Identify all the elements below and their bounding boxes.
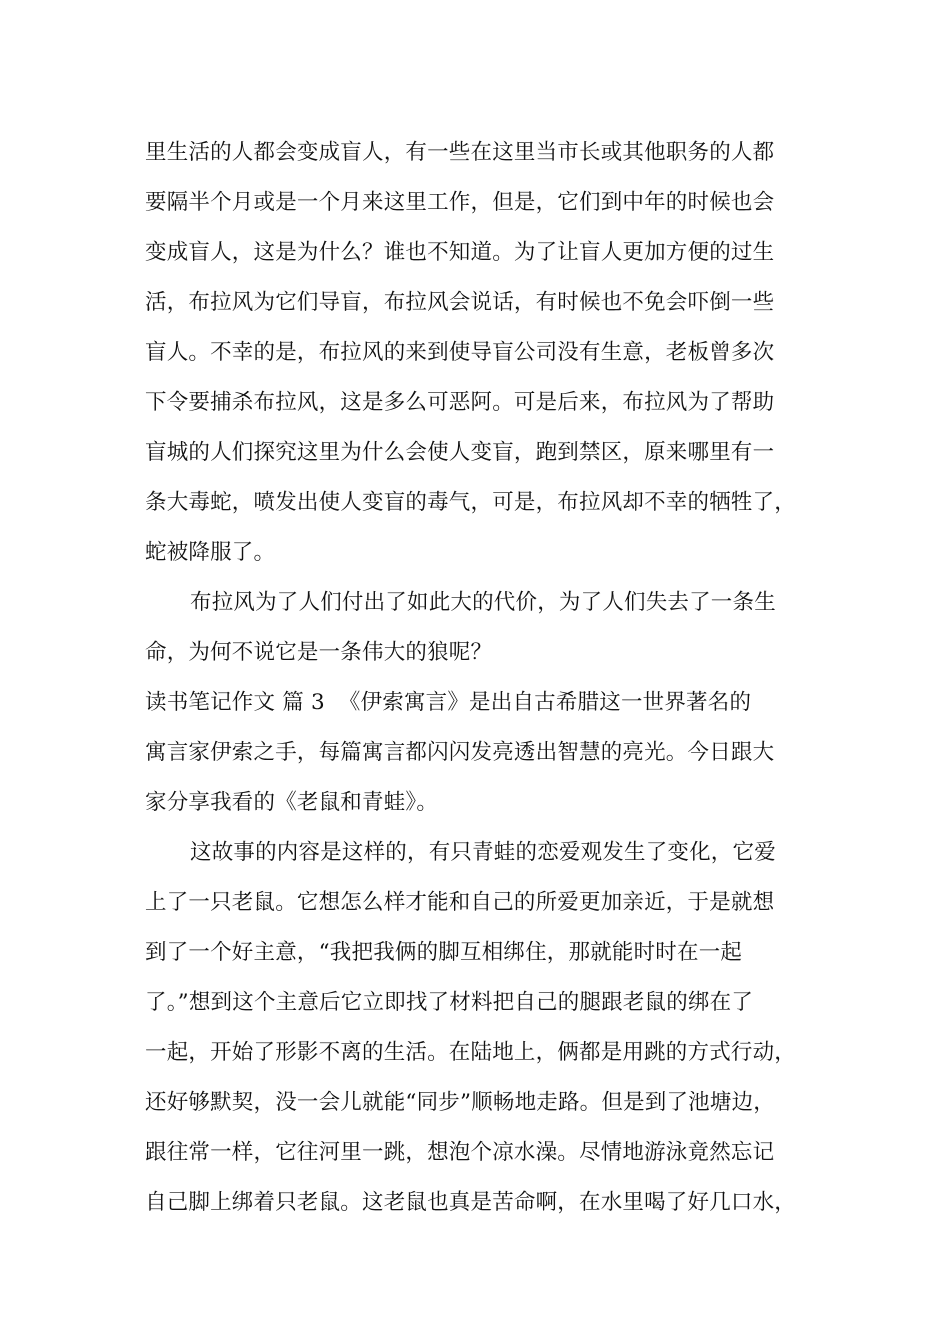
text-line: 命，为何不说它是一条伟大的狼呢？ <box>145 640 493 665</box>
text-line: 盲人。不幸的是，布拉风的来到使导盲公司没有生意，老板曾多次 <box>145 340 775 365</box>
paragraph-conclusion <box>145 578 825 678</box>
text-line: 要隔半个月或是一个月来这里工作，但是，它们到中年的时候也会 <box>145 190 775 215</box>
text-line: 自己脚上绑着只老鼠。这老鼠也真是苦命啊，在水里喝了好几口水， <box>145 1190 797 1215</box>
text-line: 跟往常一样，它往河里一跳，想泡个凉水澡。尽情地游泳竟然忘记 <box>145 1140 775 1165</box>
text-line: 活，布拉风为它们导盲，布拉风会说话，有时候也不免会吓倒一些 <box>145 290 775 315</box>
document-page <box>145 128 825 1228</box>
text-line: 条大毒蛇，喷发出使人变盲的毒气，可是，布拉风却不幸的牺牲了， <box>145 490 797 515</box>
section-heading: 读书笔记作文 篇 3 <box>145 690 325 715</box>
text-line: 蛇被降服了。 <box>145 540 276 565</box>
section-essay-3 <box>145 678 825 828</box>
text-line: 了。”想到这个主意后它立即找了材料把自己的腿跟老鼠的绑在了 <box>145 990 754 1015</box>
text-line: 下令要捕杀布拉风，这是多么可恶阿。可是后来，布拉风为了帮助 <box>145 390 775 415</box>
paragraph-story-continued <box>145 128 825 578</box>
text-line: 一起，开始了形影不离的生活。在陆地上，俩都是用跳的方式行动， <box>145 1040 797 1065</box>
text-line: 寓言家伊索之手，每篇寓言都闪闪发亮透出智慧的亮光。今日跟大 <box>145 740 775 765</box>
text-line: 变成盲人，这是为什么？谁也不知道。为了让盲人更加方便的过生 <box>145 240 775 265</box>
text-line: 到了一个好主意，“我把我俩的脚互相绑住，那就能时时在一起 <box>145 940 743 965</box>
text-line: 还好够默契，没一会儿就能“同步”顺畅地走路。但是到了池塘边， <box>145 1090 775 1115</box>
text-line-rest: 《伊索寓言》是出自古希腊这一世界著名的 <box>338 690 752 715</box>
text-line: 上了一只老鼠。它想怎么样才能和自己的所爱更加亲近，于是就想 <box>145 890 775 915</box>
paragraph-fable-story <box>145 828 825 1228</box>
text-line: 布拉风为了人们付出了如此大的代价，为了人们失去了一条生 <box>190 590 776 615</box>
section-heading-line <box>145 678 825 728</box>
text-line: 里生活的人都会变成盲人，有一些在这里当市长或其他职务的人都 <box>145 140 775 165</box>
text-line: 这故事的内容是这样的，有只青蛙的恋爱观发生了变化，它爱 <box>190 840 776 865</box>
text-line: 家分享我看的《老鼠和青蛙》。 <box>145 790 439 815</box>
text-line: 盲城的人们探究这里为什么会使人变盲，跑到禁区，原来哪里有一 <box>145 440 775 465</box>
